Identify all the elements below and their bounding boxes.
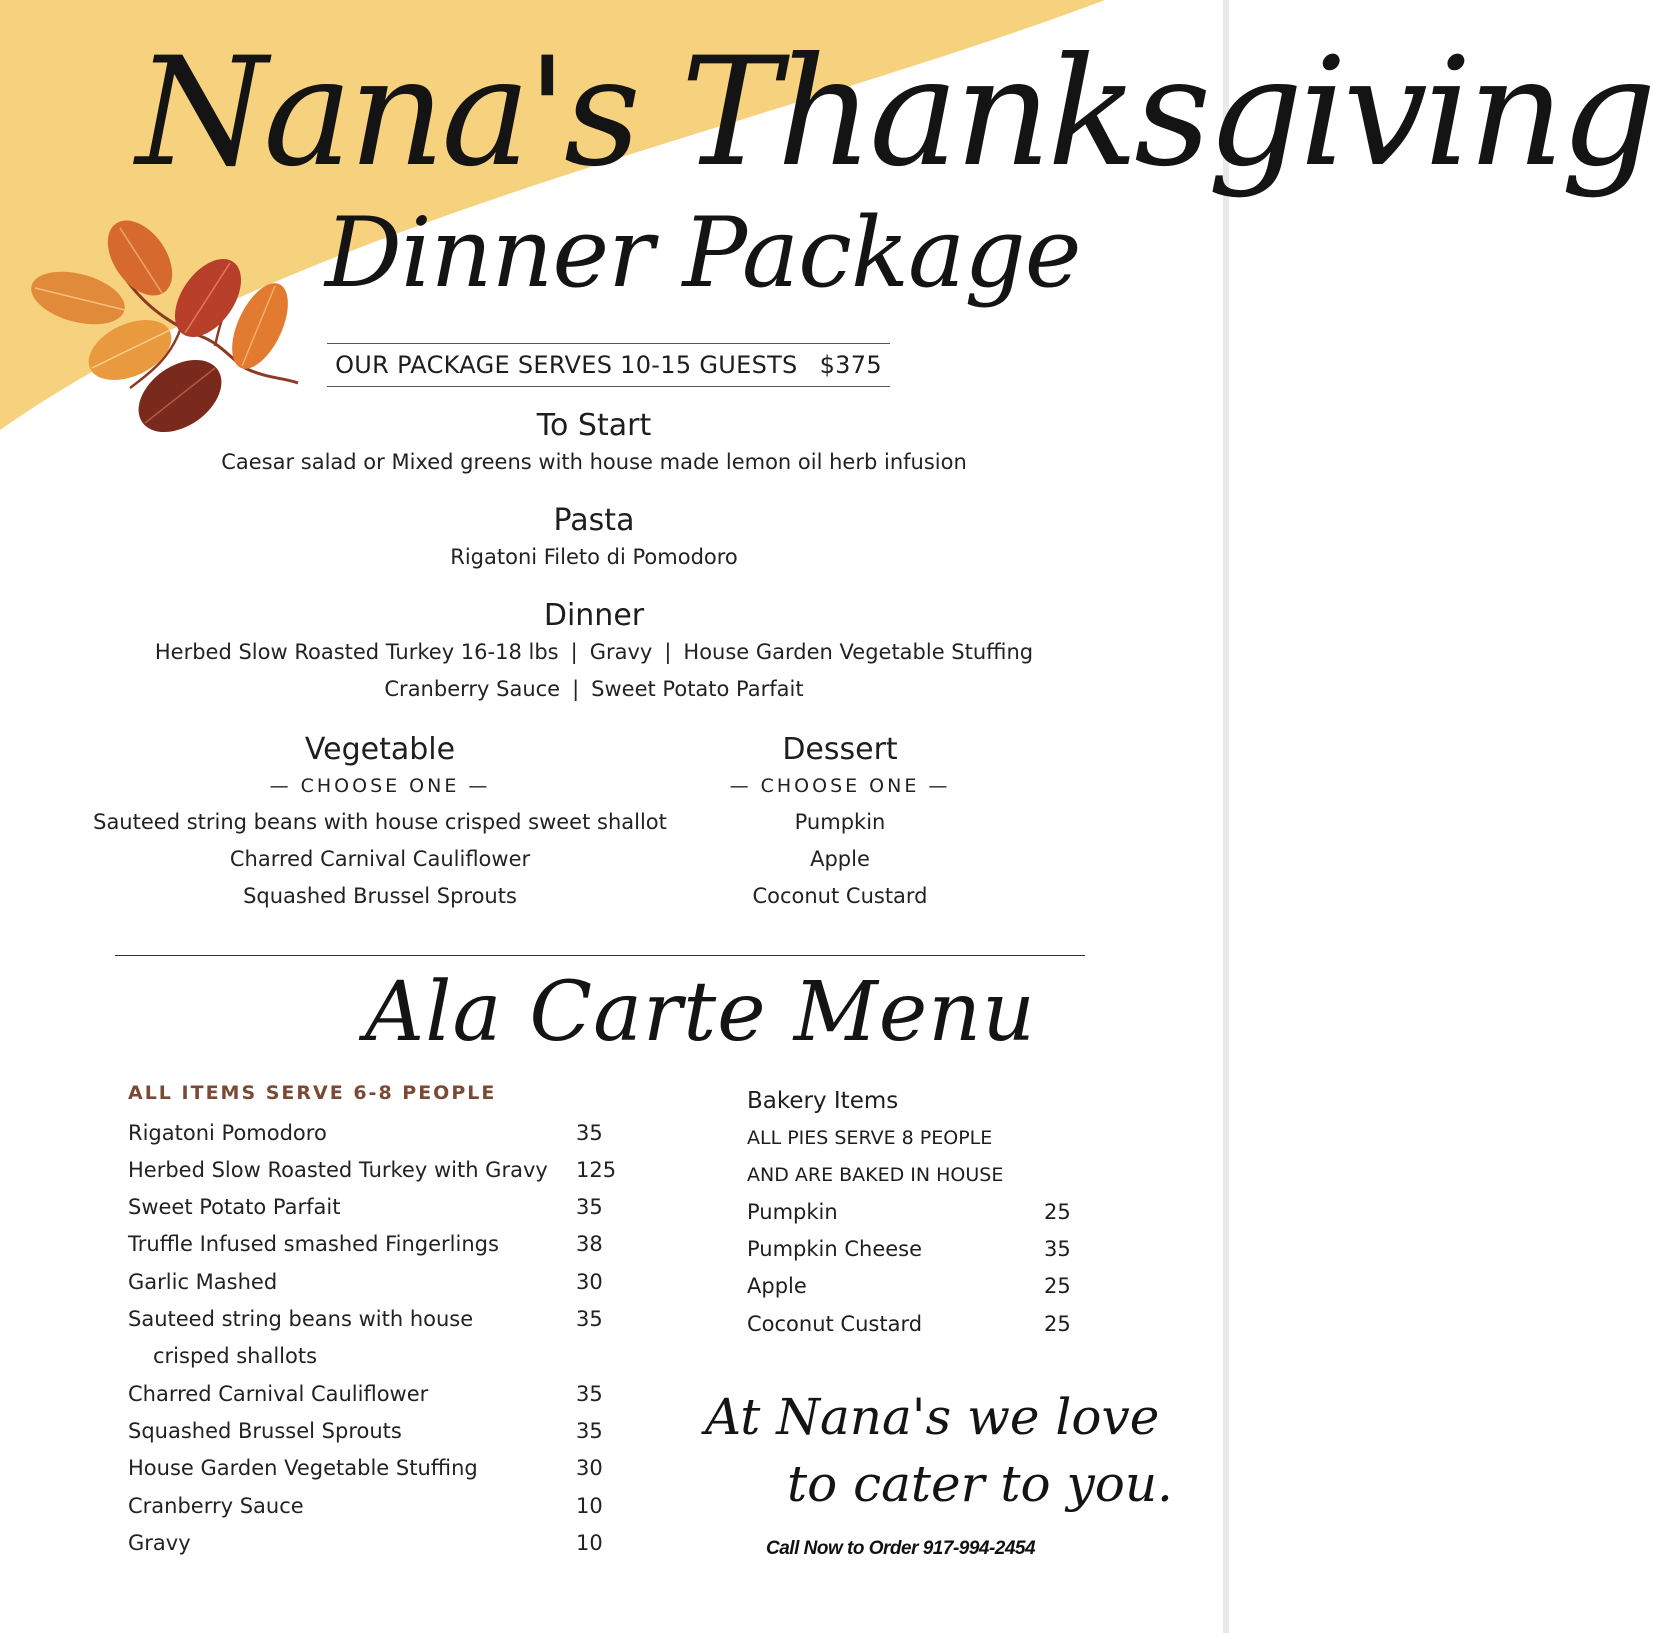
menu-item: House Garden Vegetable Stuffing	[683, 640, 1034, 664]
menu-item: Cranberry Sauce	[384, 676, 561, 701]
menu-item: Squashed Brussel Sprouts	[243, 883, 517, 908]
section-to-start	[0, 408, 1188, 481]
item-name: Rigatoni Pomodoro	[128, 1120, 327, 1145]
list-item	[747, 1306, 1087, 1343]
section-heading: To Start	[536, 408, 652, 443]
item-price	[590, 1338, 648, 1375]
package-serves-text: OUR PACKAGE SERVES 10-15 GUESTS	[335, 351, 798, 379]
page-subtitle: Dinner Package	[325, 197, 1081, 309]
item-price: 25	[1044, 1311, 1071, 1336]
list-item	[747, 1231, 1087, 1268]
separator: |	[570, 640, 578, 664]
item-name: Truffle Infused smashed Fingerlings	[128, 1232, 499, 1257]
package-serves-bar	[327, 343, 890, 387]
item-price: 25	[1044, 1199, 1071, 1224]
item-name: Coconut Custard	[747, 1311, 923, 1336]
item-name: Pumpkin Cheese	[747, 1237, 923, 1262]
bakery-note: ALL PIES SERVE 8 PEOPLE	[747, 1126, 993, 1149]
item-name: Sweet Potato Parfait	[128, 1195, 341, 1220]
menu-item: Rigatoni Fileto di Pomodoro	[450, 545, 738, 569]
page-edge	[1223, 0, 1229, 1633]
list-item	[128, 1301, 648, 1338]
choose-one-label: — CHOOSE ONE —	[269, 775, 491, 797]
item-price: 38	[576, 1232, 603, 1257]
item-name: Pumpkin	[747, 1199, 838, 1224]
bakery-note: AND ARE BAKED IN HOUSE	[747, 1163, 1004, 1186]
list-item	[128, 1450, 648, 1487]
item-price: 30	[576, 1456, 603, 1481]
list-item	[128, 1189, 648, 1226]
menu-item: Sweet Potato Parfait	[591, 676, 804, 701]
section-dessert	[700, 732, 980, 914]
package-price: $375	[819, 351, 882, 379]
alacarte-title: Ala Carte Menu	[365, 965, 1036, 1060]
list-item	[747, 1268, 1087, 1305]
section-pasta	[0, 503, 1188, 576]
item-name: Apple	[747, 1274, 807, 1299]
item-price: 10	[576, 1530, 603, 1555]
tagline-line2: to cater to you.	[787, 1455, 1173, 1513]
menu-item: Sauteed string beans with house crisped sweet shallot	[93, 810, 667, 835]
choose-one-label: — CHOOSE ONE —	[729, 775, 951, 797]
menu-item-line	[0, 671, 1188, 708]
list-item	[128, 1115, 648, 1152]
separator: |	[664, 640, 672, 664]
menu-item: Caesar salad or Mixed greens with house made lemon oil herb infusion	[221, 450, 967, 474]
list-item	[128, 1376, 648, 1413]
menu-item: Apple	[810, 846, 870, 871]
item-name: Herbed Slow Roasted Turkey with Gravy	[128, 1157, 548, 1182]
item-name: Garlic Mashed	[128, 1269, 278, 1294]
list-item	[747, 1194, 1087, 1231]
item-price: 35	[576, 1381, 603, 1406]
item-price: 35	[576, 1195, 603, 1220]
item-name: Gravy	[128, 1530, 191, 1555]
tagline-line1: At Nana's we love	[705, 1388, 1160, 1446]
menu-item: Coconut Custard	[752, 883, 928, 908]
item-name: crisped shallots	[153, 1344, 318, 1369]
section-heading: Dessert	[782, 732, 898, 767]
menu-item-line	[0, 634, 1188, 671]
list-item	[128, 1152, 648, 1189]
item-price: 35	[1044, 1237, 1071, 1262]
menu-item: Herbed Slow Roasted Turkey 16-18 lbs	[154, 640, 559, 664]
item-price: 10	[576, 1493, 603, 1518]
bakery-title: Bakery Items	[747, 1088, 899, 1114]
section-heading: Dinner	[543, 598, 645, 633]
section-vegetable	[80, 732, 680, 914]
menu-item: Charred Carnival Cauliflower	[229, 846, 531, 871]
list-item-continuation	[128, 1338, 648, 1375]
alacarte-serves-note: ALL ITEMS SERVE 6-8 PEOPLE	[128, 1082, 497, 1104]
item-name: Charred Carnival Cauliflower	[128, 1381, 429, 1406]
item-price: 30	[576, 1269, 603, 1294]
item-price: 35	[576, 1418, 603, 1443]
page-title: Nana's Thanksgiving	[136, 26, 1653, 200]
list-item	[128, 1525, 648, 1562]
section-dinner	[0, 598, 1188, 708]
list-item	[128, 1488, 648, 1525]
item-price: 35	[576, 1120, 603, 1145]
section-heading: Pasta	[553, 503, 635, 538]
section-heading: Vegetable	[304, 732, 456, 767]
item-name: Sauteed string beans with house	[128, 1307, 474, 1332]
item-price: 125	[576, 1157, 617, 1182]
menu-item: Pumpkin	[794, 810, 886, 835]
item-price: 35	[576, 1307, 603, 1332]
section-divider	[115, 955, 1085, 956]
bakery-list	[747, 1083, 1087, 1343]
alacarte-list	[128, 1080, 648, 1562]
list-item	[128, 1413, 648, 1450]
item-name: Squashed Brussel Sprouts	[128, 1418, 402, 1443]
separator: |	[572, 676, 580, 701]
menu-item: Gravy	[589, 640, 653, 664]
list-item	[128, 1226, 648, 1263]
item-name: Cranberry Sauce	[128, 1493, 304, 1518]
item-price: 25	[1044, 1274, 1071, 1299]
list-item	[128, 1264, 648, 1301]
item-name: House Garden Vegetable Stuffing	[128, 1456, 478, 1481]
call-to-order: Call Now to Order 917-994-2454	[766, 1538, 1036, 1559]
